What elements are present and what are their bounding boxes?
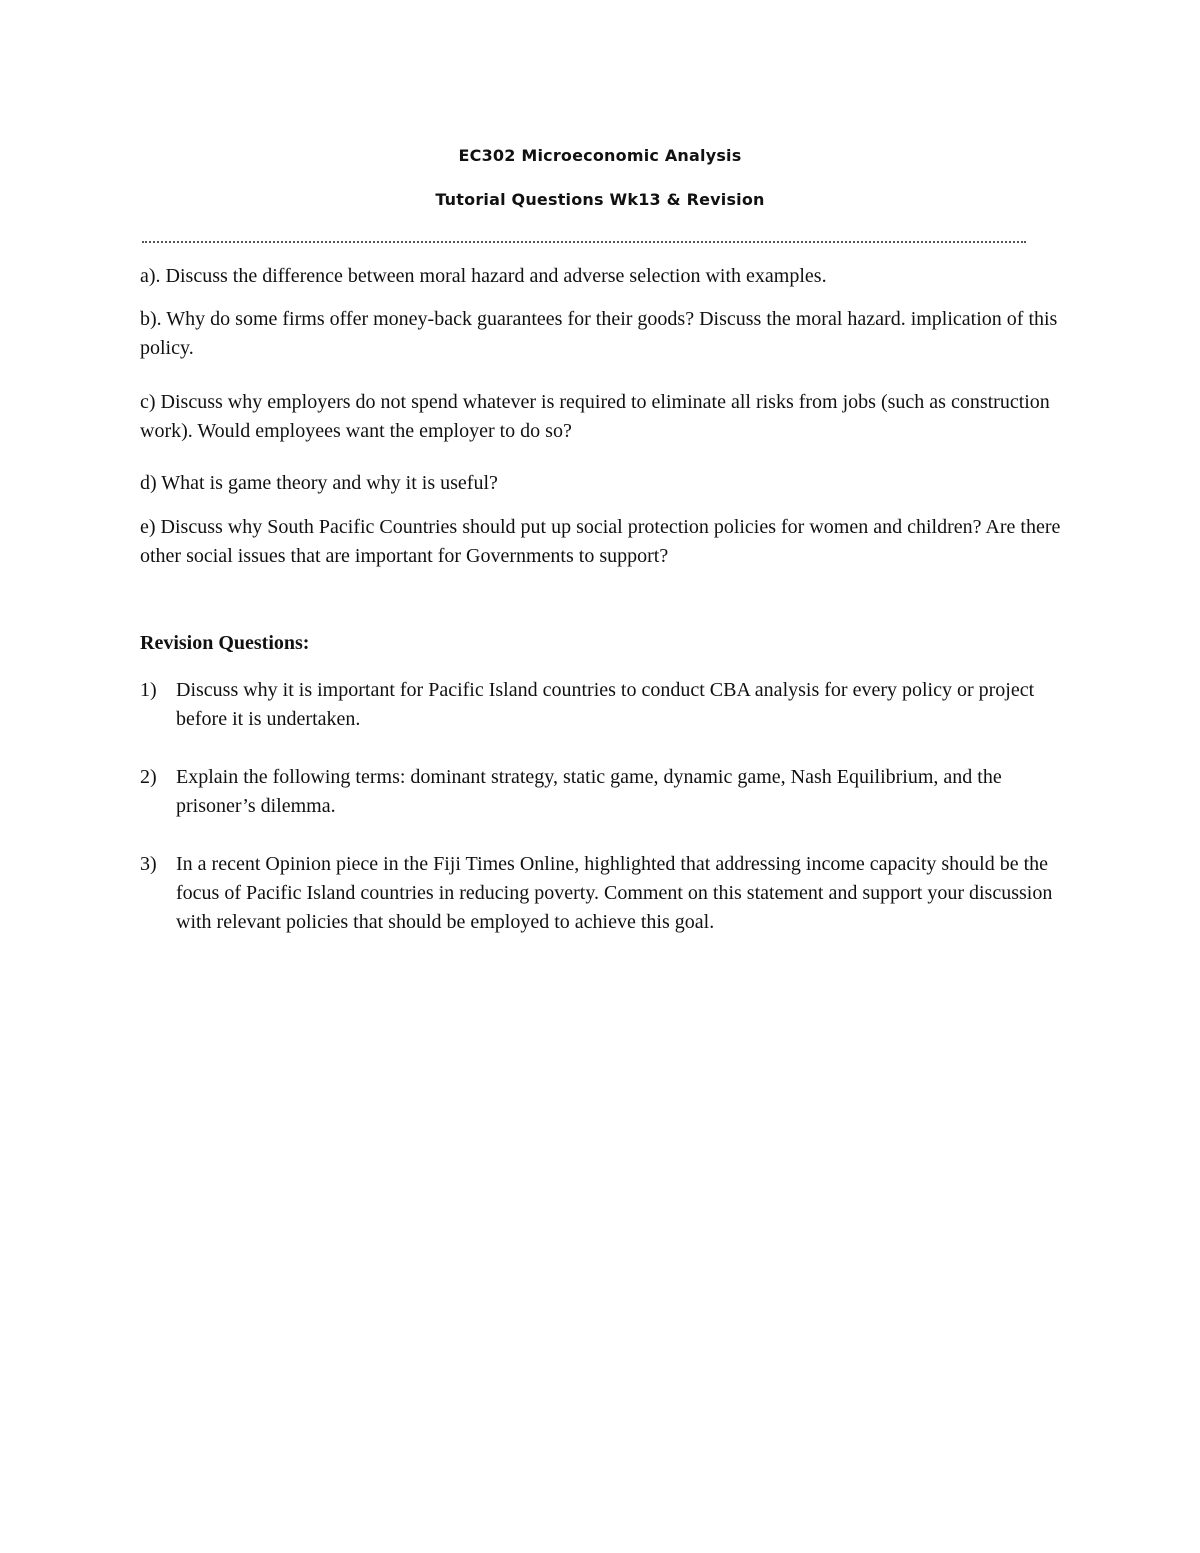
tutorial-question-a: a). Discuss the difference between moral hazard and adverse selection with examples. — [140, 265, 827, 287]
revision-question-number: 2) — [140, 766, 157, 788]
revision-question-number: 3) — [140, 853, 157, 875]
tutorial-question-c: c) Discuss why employers do not spend whatever is required to eliminate all risks from jobs (such as construction work). Would employees want the employer to do so? — [140, 391, 1050, 442]
revision-question-2 — [140, 763, 1080, 821]
tutorial-question-e: e) Discuss why South Pacific Countries should put up social protection policies for women and children? Are there other social issues that are important for Governments to support? — [140, 516, 1061, 567]
revision-question-text: Explain the following terms: dominant strategy, static game, dynamic game, Nash Equilibrium, and the prisoner’s dilemma. — [176, 766, 1002, 817]
dotted-divider — [142, 241, 1026, 243]
revision-question-number: 1) — [140, 679, 157, 701]
revision-question-3 — [140, 850, 1080, 937]
tutorial-question-d: d) What is game theory and why it is useful? — [140, 472, 498, 494]
revision-heading: Revision Questions: — [140, 632, 310, 654]
tutorial-question-b: b). Why do some firms offer money-back guarantees for their goods? Discuss the moral hazard. implication of this policy. — [140, 308, 1058, 359]
revision-question-1 — [140, 676, 1080, 734]
revision-question-text: In a recent Opinion piece in the Fiji Times Online, highlighted that addressing income capacity should be the focus of Pacific Island countries in reducing poverty. Comment on this statement and support your discussion with relevant policies that should be employed to achieve this goal. — [176, 853, 1053, 933]
document-subtitle: Tutorial Questions Wk13 & Revision — [435, 190, 765, 209]
document-title: EC302 Microeconomic Analysis — [458, 146, 742, 165]
revision-question-text: Discuss why it is important for Pacific Island countries to conduct CBA analysis for every policy or project before it is undertaken. — [176, 679, 1035, 730]
